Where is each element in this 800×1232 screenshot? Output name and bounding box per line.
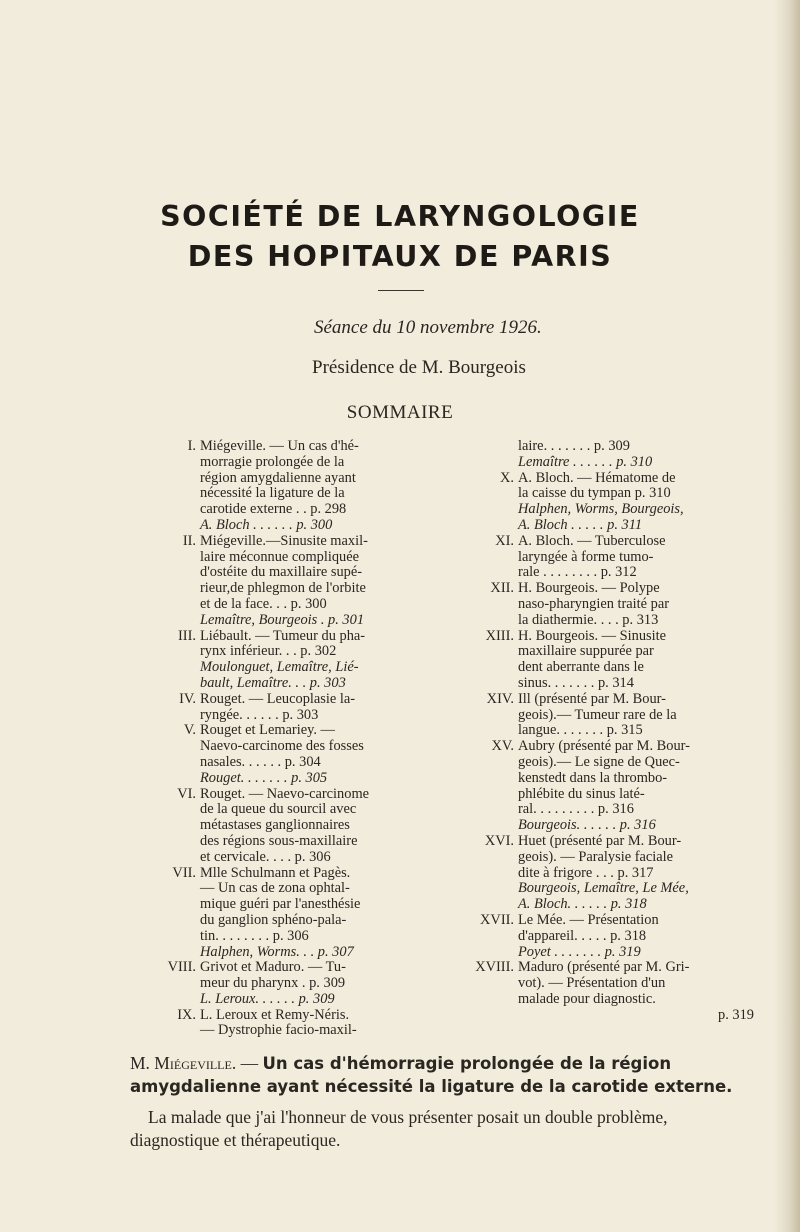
summary-entry-number: VIII. xyxy=(167,959,196,976)
summary-entry-line xyxy=(478,976,754,992)
summary-entry-number: VII. xyxy=(172,864,196,881)
summary-entry-number: IV. xyxy=(179,690,196,707)
summary-entry-line xyxy=(478,439,754,455)
summary-entry-number: XII. xyxy=(490,580,514,597)
summary-entry-line xyxy=(160,834,435,850)
summary-entry-text: laire méconnue compliquée xyxy=(200,548,360,565)
summary-entry-heading xyxy=(160,692,435,708)
summary-entry-number: V. xyxy=(183,722,196,739)
summary-entry-line xyxy=(160,676,435,692)
summary-entry-heading xyxy=(478,629,754,645)
summary-entry-heading xyxy=(478,534,754,550)
summary-entry-line xyxy=(478,1008,754,1024)
summary-entry-text: la caisse du tympan p. 310 xyxy=(518,485,671,502)
summary-entry-line xyxy=(478,597,754,613)
summary-entry-text: rale . . . . . . . . p. 312 xyxy=(518,564,637,581)
summary-entry-text: carotide externe . . p. 298 xyxy=(200,501,347,518)
summary-entry-heading xyxy=(478,471,754,487)
page-edge-shadow xyxy=(774,0,800,1232)
summary-entry-heading xyxy=(478,913,754,929)
summary-entry-text: A. Bloch . . . . . p. 311 xyxy=(518,516,643,533)
summary-entry-text: Poyet . . . . . . . p. 319 xyxy=(518,943,641,960)
article-author: M. Miégeville. xyxy=(130,1053,237,1073)
summary-entry-text: Lemaître, Bourgeois . p. 301 xyxy=(200,611,365,628)
summary-entry-number: XV. xyxy=(491,738,514,755)
summary-entry-line xyxy=(478,771,754,787)
society-title-line2: DES HOPITAUX DE PARIS xyxy=(187,240,613,273)
summary-entry-text: des régions sous-maxillaire xyxy=(200,832,358,849)
summary-entry-number: VI. xyxy=(177,785,196,802)
summary-entry-line xyxy=(478,897,754,913)
summary-entry-number: XVI. xyxy=(484,832,514,849)
summary-entry-text: ral. . . . . . . . . p. 316 xyxy=(518,801,634,818)
summary-entry-text: région amygdalienne ayant xyxy=(200,469,356,486)
summary-entry-text: langue. . . . . . . p. 315 xyxy=(518,722,643,739)
summary-entry-line xyxy=(160,613,435,629)
summary-entry-line xyxy=(478,708,754,724)
summary-entry-text: mique guéri par l'anesthésie xyxy=(200,896,361,913)
summary-entry-text: A. Bloch. . . . . . p. 318 xyxy=(518,896,647,913)
summary-entry-text: bault, Lemaître. . . p. 303 xyxy=(200,674,346,691)
summary-entry-line xyxy=(478,565,754,581)
summary-entry-text: Moulonguet, Lemaître, Lié- xyxy=(200,659,359,676)
summary-entry-line xyxy=(478,945,754,961)
summary-entry-line xyxy=(478,644,754,660)
title-divider xyxy=(378,290,424,291)
summary-entry-heading xyxy=(160,723,435,739)
summary-entry-text: Bourgeois. . . . . . p. 316 xyxy=(518,817,656,834)
summary-entry-text: L. Leroux et Remy-Néris. xyxy=(200,1006,350,1023)
summary-entry-line xyxy=(478,992,754,1008)
summary-entry-text: geois). — Paralysie faciale xyxy=(518,848,674,865)
summary-entry-line xyxy=(160,597,435,613)
summary-entry-text: naso-pharyngien traité par xyxy=(518,595,670,612)
article-paragraph: La malade que j'ai l'honneur de vous présenter posait un double problème, diagnostique et thérapeutique. xyxy=(130,1107,668,1150)
summary-entry-line xyxy=(160,739,435,755)
summary-entry-line xyxy=(160,471,435,487)
summary-entry-text: H. Bourgeois. — Sinusite xyxy=(518,627,667,644)
article-body xyxy=(130,1052,735,1152)
summary-entry-text: tin. . . . . . . . p. 306 xyxy=(200,927,309,944)
summary-entry-line xyxy=(478,787,754,803)
summary-entry-text: Aubry (présenté par M. Bour- xyxy=(518,738,690,755)
article-heading xyxy=(130,1052,735,1098)
summary-column-left xyxy=(160,439,435,1039)
summary-entry-line xyxy=(478,723,754,739)
summary-entry-text: A. Bloch . . . . . . p. 300 xyxy=(200,516,333,533)
summary-entry-line xyxy=(160,644,435,660)
summary-entry-line xyxy=(478,802,754,818)
summary-entry-heading xyxy=(478,692,754,708)
summary-entry-line xyxy=(160,660,435,676)
summary-entry-line xyxy=(160,976,435,992)
session-date: Séance du 10 novembre 1926. xyxy=(314,317,542,338)
summary-entry-text: et de la face. . . p. 300 xyxy=(200,595,327,612)
summary-entry-line xyxy=(160,1023,435,1039)
summary-heading: SOMMAIRE xyxy=(346,402,454,423)
summary-entry-line xyxy=(160,708,435,724)
summary-entry-text: kenstedt dans la thrombo- xyxy=(518,769,668,786)
summary-entry-text: morragie prolongée de la xyxy=(200,453,345,470)
summary-entry-text: vot). — Présentation d'un xyxy=(518,975,666,992)
summary-entry-text: dent aberrante dans le xyxy=(518,659,644,676)
summary-entry-text: Huet (présenté par M. Bour- xyxy=(518,832,682,849)
summary-entry-heading xyxy=(160,534,435,550)
heading-dash: — xyxy=(240,1053,259,1073)
summary-entry-line xyxy=(160,913,435,929)
summary-entry-line xyxy=(160,992,435,1008)
summary-entry-line xyxy=(478,866,754,882)
summary-entry-line xyxy=(478,676,754,692)
summary-entry-text: métastases ganglionnaires xyxy=(200,817,350,834)
summary-entry-text: Rouget et Lemariey. — xyxy=(200,722,335,739)
summary-column-right xyxy=(475,438,754,1023)
summary-entry-text: p. 319 xyxy=(718,1006,754,1023)
summary-entry-text: Halphen, Worms, Bourgeois, xyxy=(518,501,684,518)
summary-entry-text: d'ostéite du maxillaire supé- xyxy=(200,564,363,581)
summary-entry-text: laire. . . . . . . p. 309 xyxy=(518,438,630,454)
summary-entry-line xyxy=(160,945,435,961)
summary-entry-text: Miégeville. — Un cas d'hé- xyxy=(200,438,359,454)
summary-entry-text: Liébault. — Tumeur du pha- xyxy=(200,627,366,644)
summary-entry-text: Le Mée. — Présentation xyxy=(518,911,659,928)
summary-entry-text: dite à frigore . . . p. 317 xyxy=(518,864,654,881)
summary-entry-text: Grivot et Maduro. — Tu- xyxy=(200,959,346,976)
summary-entry-text: sinus. . . . . . . p. 314 xyxy=(518,674,634,691)
summary-entry-text: Lemaître . . . . . . p. 310 xyxy=(518,453,653,470)
summary-entry-line xyxy=(478,613,754,629)
summary-entry-text: Miégeville.—Sinusite maxil- xyxy=(200,532,368,549)
summary-entry-line xyxy=(478,518,754,534)
summary-entry-line xyxy=(160,518,435,534)
summary-entry-line xyxy=(160,771,435,787)
summary-entry-text: — Dystrophie facio-maxil- xyxy=(200,1022,357,1039)
summary-entry-line xyxy=(160,581,435,597)
summary-entry-text: Maduro (présenté par M. Gri- xyxy=(518,959,690,976)
summary-entry-text: A. Bloch. — Tuberculose xyxy=(518,532,666,549)
summary-entry-line xyxy=(478,502,754,518)
summary-entry-text: laryngée à forme tumo- xyxy=(518,548,654,565)
summary-entry-line xyxy=(160,802,435,818)
summary-entry-text: geois).— Tumeur rare de la xyxy=(518,706,677,723)
summary-entry-heading xyxy=(160,629,435,645)
summary-entry-text: Rouget. — Naevo-carcinome xyxy=(200,785,370,802)
summary-entry-heading xyxy=(475,959,754,976)
summary-entry-text: — Un cas de zona ophtal- xyxy=(200,880,350,897)
presidency-line: Présidence de M. Bourgeois xyxy=(312,357,526,378)
summary-entry-text: Bourgeois, Lemaître, Le Mée, xyxy=(518,880,689,897)
summary-entry-line xyxy=(478,755,754,771)
summary-entry-text: Rouget. . . . . . . p. 305 xyxy=(200,769,328,786)
summary-entry-text: du ganglion sphéno-pala- xyxy=(200,911,347,928)
summary-entry-line xyxy=(160,818,435,834)
summary-entry-heading xyxy=(478,739,754,755)
summary-entry-heading xyxy=(160,1008,435,1024)
summary-entry-line xyxy=(160,897,435,913)
summary-entry-text: malade pour diagnostic. xyxy=(518,990,656,1007)
summary-entry-number: XI. xyxy=(495,532,514,549)
summary-entry-text: rieur,de phlegmon de l'orbite xyxy=(200,580,366,597)
summary-entry-line xyxy=(160,550,435,566)
summary-entry-text: Ill (présenté par M. Bour- xyxy=(518,690,666,707)
summary-entry-line xyxy=(478,455,754,471)
summary-entry-line xyxy=(160,502,435,518)
summary-entry-text: Halphen, Worms. . . p. 307 xyxy=(200,943,354,960)
summary-entry-heading xyxy=(160,439,435,455)
summary-entry-text: geois).— Le signe de Quec- xyxy=(518,753,680,770)
summary-entry-text: nécessité la ligature de la xyxy=(200,485,345,502)
summary-entry-line xyxy=(160,850,435,866)
summary-entry-text: phlébite du sinus laté- xyxy=(518,785,645,802)
summary-entry-text: nasales. . . . . . p. 304 xyxy=(200,753,321,770)
summary-entry-line xyxy=(478,850,754,866)
summary-entry-text: Rouget. — Leucoplasie la- xyxy=(200,690,356,707)
summary-entry-line xyxy=(160,486,435,502)
summary-entry-text: et cervicale. . . . p. 306 xyxy=(200,848,331,865)
summary-entry-text: meur du pharynx . p. 309 xyxy=(200,975,346,992)
summary-entry-heading xyxy=(478,581,754,597)
summary-entry-line xyxy=(160,929,435,945)
summary-entry-number: XVII. xyxy=(480,911,514,928)
summary-entry-text: A. Bloch. — Hématome de xyxy=(518,469,676,486)
summary-entry-number: II. xyxy=(182,532,196,549)
summary-entry-text: H. Bourgeois. — Polype xyxy=(518,580,660,597)
summary-entry-line xyxy=(160,881,435,897)
summary-entry-text: rynx inférieur. . . p. 302 xyxy=(200,643,337,660)
summary-entry-number: I. xyxy=(187,438,196,454)
summary-entry-text: maxillaire suppurée par xyxy=(518,643,654,660)
summary-entry-line xyxy=(478,550,754,566)
article-title: Un cas d'hémorragie prolongée de la région amygdalienne ayant nécessité la ligature de la carotide externe. xyxy=(130,1054,733,1096)
summary-entry-number: XIV. xyxy=(486,690,514,707)
summary-entry-line xyxy=(478,660,754,676)
summary-entry-number: XIII. xyxy=(485,627,514,644)
summary-entry-heading xyxy=(160,960,435,976)
summary-entry-text: de la queue du sourcil avec xyxy=(200,801,357,818)
summary-entry-line xyxy=(478,929,754,945)
summary-entry-line xyxy=(160,455,435,471)
summary-entry-number: III. xyxy=(178,627,196,644)
summary-entry-number: IX. xyxy=(177,1006,196,1023)
summary-entry-line xyxy=(478,881,754,897)
summary-entry-text: Naevo-carcinome des fosses xyxy=(200,738,364,755)
summary-entry-heading xyxy=(160,787,435,803)
summary-entry-number: XVIII. xyxy=(475,959,514,976)
summary-entry-line xyxy=(160,755,435,771)
summary-entry-heading xyxy=(478,834,754,850)
summary-entry-line xyxy=(478,486,754,502)
summary-entry-line xyxy=(160,565,435,581)
summary-entry-text: d'appareil. . . . . p. 318 xyxy=(518,927,647,944)
summary-entry-text: L. Leroux. . . . . . p. 309 xyxy=(200,990,335,1007)
summary-entry-number: X. xyxy=(500,469,514,486)
summary-entry-heading xyxy=(160,866,435,882)
summary-entry-text: Mlle Schulmann et Pagès. xyxy=(200,864,351,881)
summary-entry-text: ryngée. . . . . . p. 303 xyxy=(200,706,319,723)
society-title-line1: SOCIÉTÉ DE LARYNGOLOGIE xyxy=(160,200,640,233)
summary-entry-line xyxy=(478,818,754,834)
summary-entry-text: la diathermie. . . . p. 313 xyxy=(518,611,659,628)
